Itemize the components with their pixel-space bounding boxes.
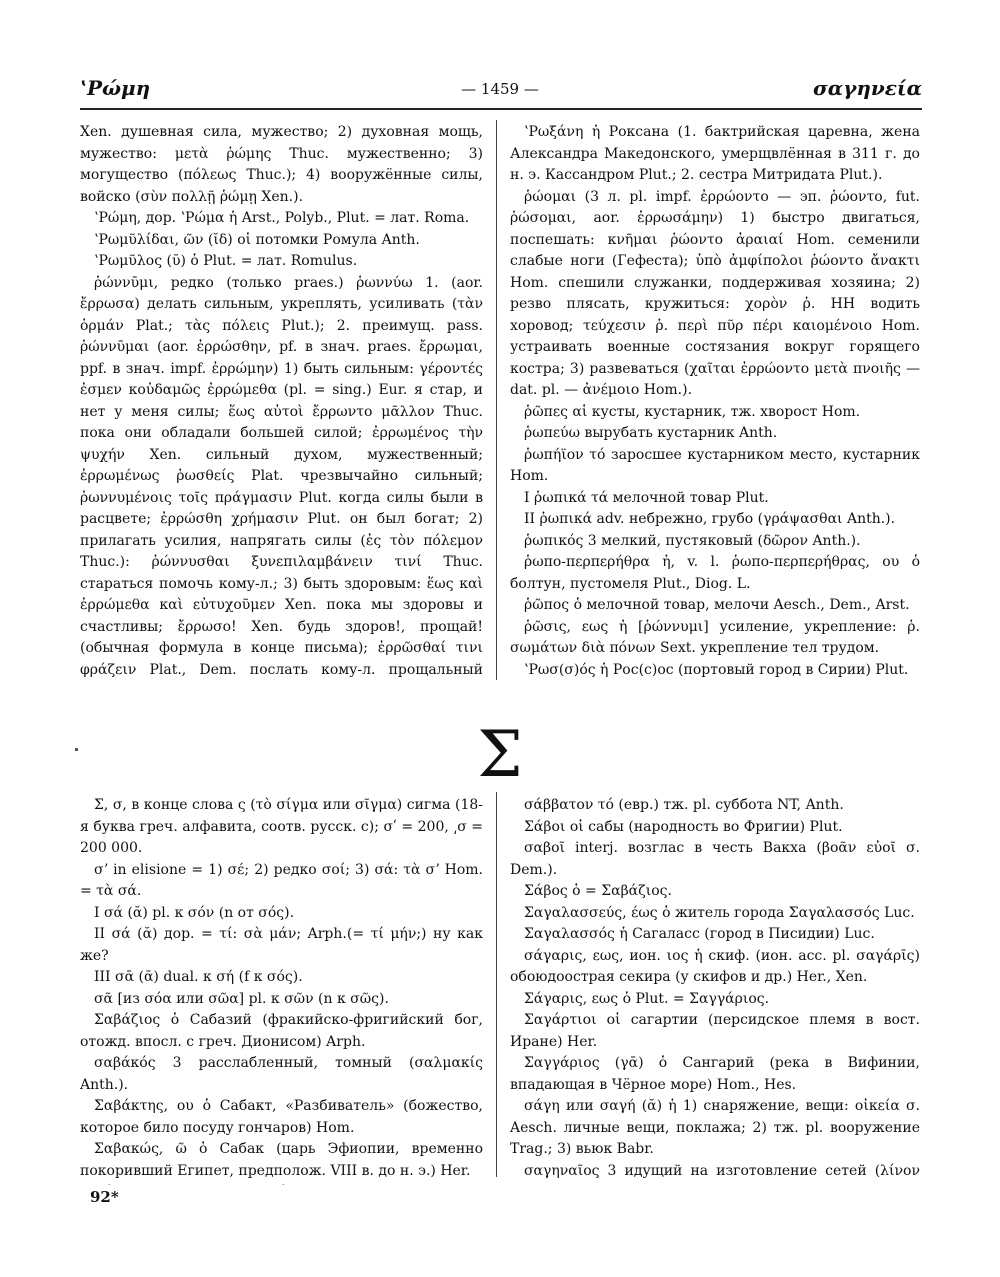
column-divider xyxy=(496,792,497,1177)
entry: III σᾱ (ᾱ) dual. к σή (f к σός). xyxy=(94,969,303,985)
entry: Σαγγάριος (γᾱ) ὁ Сангарий (река в Вифинии, впадающая в Чёрное море) Hom., Hes. xyxy=(510,1055,920,1093)
entry: II σά (ᾰ) дор. = τί: σὰ μάν; Arph.(= τί μήν;) ну как же? xyxy=(80,926,483,964)
entry: ῥωπο-περπερήθρα ἡ, v. l. ῥωπο-περπερήθρας, ου ὁ болтун, пустомеля Plut., Diog. L. xyxy=(510,554,920,592)
running-head-right: σαγηνεία xyxy=(813,76,922,100)
entry: ῥώομαι (3 л. pl. impf. ἐρρώοντο — эп. ῥώοντο, fut. ῥώσομαι, aor. ἐρρωσάμην) 1) быстро двигаться, поспешать: κνῆμαι ῥώοντο ἀραιαί Hom. семенили слабые ноги (Гефеста); ὑπὸ ἀμφίπολοι ῥώοντο ἄνακτι Hom. спешили служанки, поддерживая хозяина; 2) резво плясать, кружиться: χορὸν ῥ. HH водить хоровод; τεύχεσιν ῥ. περὶ πῦρ πέρι καιομένοιο Hom. устраивать военные состязания вокруг горящего костра; 3) развеваться (χαῖται ἐρρώοντο μετὰ πνοιῆς — dat. pl. — ἀνέμοιο Hom.). xyxy=(510,188,920,398)
left-column-top xyxy=(80,122,483,682)
entry: Σαβάκτης, ου ὁ Сабакт, «Разбиватель» (божество, которое било посуду гончаров) Hom. xyxy=(80,1098,483,1136)
entry: Σάγαρις, εως ὁ Plut. = Σαγγάριος. xyxy=(524,990,770,1007)
entry: σαγηναῖος 3 идущий на изготовление сетей (λίνον xyxy=(524,1162,920,1179)
entry: Σαγαλασσός ἡ Сагаласс (город в Писидии) Luc. xyxy=(524,926,875,942)
entry xyxy=(80,1182,483,1185)
entry: Σαγαλασσεύς, έως ὁ житель города Σαγαλασσός Luc. xyxy=(524,904,915,921)
entry: σʼ in elisione = 1) σέ; 2) редко σοί; 3) σά: τὰ σʼ Hom. = τὰ σά. xyxy=(80,861,483,899)
entry: ʽΡωσ(σ)ός ἡ Рос(с)ос (портовый город в Сирии) Plut. xyxy=(524,661,909,678)
page-number: — 1459 — xyxy=(461,80,539,98)
entry: ῥῶπες αἱ кусты, кустарник, тж. хворост Hom. xyxy=(524,403,861,420)
entry: σάγαρις, εως, ион. ιος ἡ скиф. (ион. acc. pl. σαγάρῑς) обоюдоострая секира (у скифов и др.) Her., Xen. xyxy=(510,947,920,985)
entry: ῥωπήϊον τό заросшее кустарником место, кустарник Hom. xyxy=(510,446,920,484)
signature-mark: 92* xyxy=(90,1188,119,1206)
entry: ῥῶσις, εως ἡ [ῥώννυμι] усиление, укрепление: ῥ. σωμάτων διὰ πόνων Sext. укрепление тел трудом. xyxy=(510,618,920,656)
entry: ʽΡωξάνη ἡ Роксана (1. бактрийская царевна, жена Александра Македонского, умерщвлённая в 311 г. до н. э. Кассандром Plut.; 2. сестра Митридата Plut.). xyxy=(510,124,920,183)
entry: II ῥωπικά adv. небрежно, грубо (γράψασθαι Anth.). xyxy=(524,511,896,527)
entry: σάγη или σαγή (ᾰ) ἡ 1) снаряжение, вещи: οἰκεία σ. Aesch. личные вещи, поклажа; 2) тж. pl. вооружение Trag.; 3) вьюк Babr. xyxy=(510,1098,920,1157)
entry: Σαβακώς, ῶ ὁ Сабак (царь Эфиопии, временно покоривший Египет, предполож. VIII в. до н. э.) Her. xyxy=(80,1141,483,1179)
entry: I σά (ᾰ) pl. к σόν (n от σός). xyxy=(94,904,295,921)
entry: Σαγάρτιοι οἱ сагартии (персидское племя в вост. Иране) Her. xyxy=(510,1012,920,1050)
entry: I ῥωπικά τά мелочной товар Plut. xyxy=(524,489,769,506)
right-column-bottom xyxy=(510,795,920,1185)
entry: ῥωπικός 3 мелкий, пустяковый (δῶρον Anth.). xyxy=(524,532,861,549)
entry: σᾶ [из σόα или σῶα] pl. к σῶν (n к σῶς). xyxy=(94,990,389,1007)
entry: ʽΡώμη, дор. ʽΡώμα ἡ Arst., Polyb., Plut. = лат. Roma. xyxy=(94,210,470,226)
entry: ῥωπεύω вырубать кустарник Anth. xyxy=(524,425,778,441)
section-letter: Σ xyxy=(477,718,523,792)
entry: ʽΡωμῦλίδαι, ῶν (ῐδ) οἱ потомки Ромула Anth. xyxy=(94,231,420,248)
right-column-top xyxy=(510,122,920,682)
entry: σαβοῖ interj. возглас в честь Вакха (βοᾶν εὐοῖ σ. Dem.). xyxy=(510,840,920,878)
entry: σαβάκός 3 расслабленный, томный (σαλμακίς Anth.). xyxy=(80,1055,483,1093)
entry: ῥώννῡμι, редко (только praes.) ῥωννύω 1. (aor. ἔρρωσα) делать сильным, укреплять, усиливать (τὰν ὁρμάν Plat.; τὰς πόλεις Plut.); 2. преимущ. pass. ῥώννῡμαι (aor. ἐρρώσθην, pf. в знач. praes. ἔρρωμαι, ppf. в знач. impf. ἐρρώμην) 1) быть сильным: γέροντές ἐσμεν κοὐδαμῶς ἐρρώμεθα (pl. = sing.) Eur. я стар, и нет у меня силы; ἕως αὐτοὶ ἔρρωντο μᾶλλον Thuc. пока они обладали большей силой; ἐρρωμένος τὴν ψυχήν Xen. сильный духом, мужественный; ἐρρωμένως ῥωσθείς Plat. чрезвычайно сильный; ῥωννυμένοις τοῖς πράγμασιν Plut. когда силы были в расцвете; ἐρρώσθη χρήμασιν Plut. он был богат; 2) прилагать усилия, напрягать силы (ἐς τὸν πόλεμον Thuc.): ῥώννυσθαι ξυνεπιλαμβάνειν τινί Thuc. стараться помочь кому-л.; 3) быть здоровым: ἕως καὶ ἐρρώμεθα καὶ εὐτυχοῦμεν Xen. пока мы здоровы и счастливы; ἔρρωσο! Xen. будь здоров!, прощай! (обычная формула в конце письма); ἐρρῶσθαί τινι φράζειν Plat., Dem. послать кому-л. прощальный xyxy=(80,274,483,678)
running-head-left: ʽΡώμη xyxy=(80,76,151,100)
header-rule xyxy=(80,108,922,110)
entry: Σάβοι οἱ сабы (народность во Фригии) Plut. xyxy=(524,818,843,835)
entry: σάββατον τό (евр.) тж. pl. суббота NT, Anth. xyxy=(524,797,844,813)
entry: Σαβάζιος ὁ Сабазий (фракийско-фригийский бог, отожд. впосл. с греч. Дионисом) Arph. xyxy=(80,1012,483,1050)
entry: ʽΡωμῦλος (ῠ) ὁ Plut. = лат. Romulus. xyxy=(94,253,358,269)
left-column-bottom xyxy=(80,795,483,1185)
entry xyxy=(510,681,920,682)
entry: Xen. душевная сила, мужество; 2) духовная мощь, мужество: μετὰ ῥώμης Thuc. мужественно; 3) могущество (πόλεως Thuc.); 4) вооружённые силы, войско (σὺν πολλῇ ῥώμῃ Xen.). xyxy=(80,124,483,205)
entry: Σ, σ, в конце слова ς (τὸ σίγμα или σῖγμα) сигма (18-я буква греч. алфавита, соотв. русск. с); σʹ = 200, ͵σ = 200 000. xyxy=(80,797,483,856)
entry: Σάβος ὁ = Σαβάζιος. xyxy=(524,883,672,899)
entry: ῥῶπος ὁ мелочной товар, мелочи Aesch., Dem., Arst. xyxy=(524,597,910,613)
column-divider xyxy=(496,120,497,680)
